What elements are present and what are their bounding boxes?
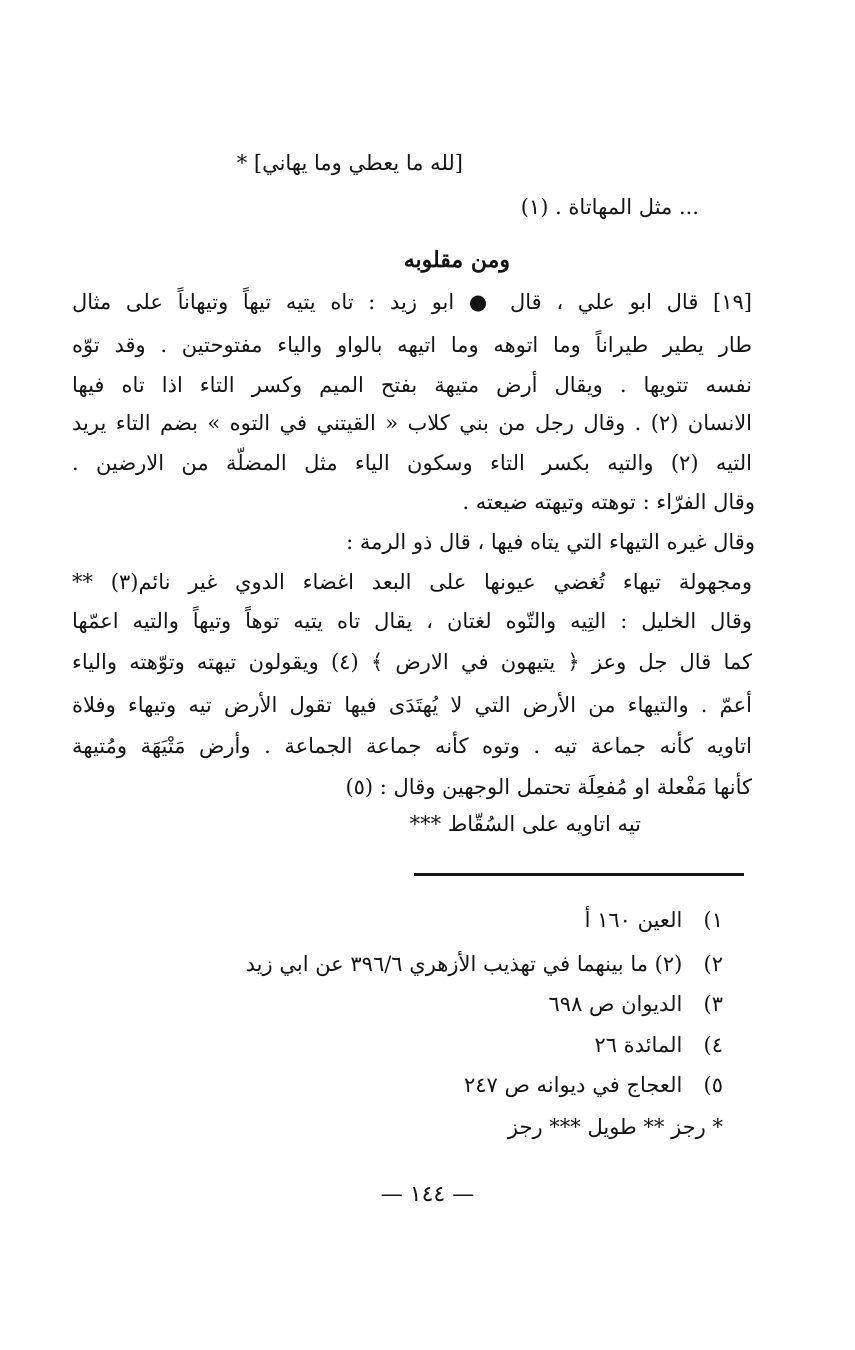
footnote-text: (٢) ما بينهما في تهذيب الأزهري ٣٩٦/٦ عن ابي زيد (245, 952, 683, 976)
khalil-line-1: وقال الخليل : التِيه والتّوه لغتان ، يقال تاه يتيه توهاً وتيهاً والتيه اعمّها (72, 609, 752, 633)
khalil-line-2: كما قال جل وعز ﴿ يتيهون في الارض ﴾ (٤) ويقولون تيهته وتوّهته والياء (72, 650, 753, 674)
meters-note: * رجز ** طويل *** رجز (507, 1115, 723, 1139)
footnote-1 (585, 905, 723, 935)
footnote-3 (549, 989, 723, 1019)
body-line-1: [١٩] قال ابو علي ، قال ● ابو زيد : تاه يتيه تيهاً وتيهاناً على مثال (72, 290, 752, 314)
footnote-5 (464, 1070, 723, 1100)
footnote-number: ١) (703, 908, 723, 932)
section-heading: ومن مقلوبه (403, 247, 510, 273)
body-line-3: نفسه تتويها . ويقال أرض متيهة بفتح الميم وكسر التاء اذا تاه فيها (72, 373, 752, 397)
khalil-line-3: أعمّ . والتيهاء من الأرض التي لا يُهتَدَى فيها تقول الأرض تيه وتيهاء وفلاة (72, 693, 752, 717)
rajaz-verse: تيه اتاويه على السُقّاط *** (409, 812, 641, 836)
body-line-4: الانسان (٢) . وقال رجل من بني كلاب « القيتني في التوه » بضم التاء يريد (72, 411, 753, 435)
poem-line-1: [لله ما يعطي وما يهاني] * (236, 151, 463, 175)
farra-quote: وقال الفرّاء : توهته وتيهته ضيعته . (462, 490, 755, 514)
footnote-text: العجاج في ديوانه ص ٢٤٧ (463, 1073, 683, 1097)
body-line-2: طار يطير طيراناً وما اتوهه وما اتيهه بالواو والياء مفتوحتين . وقد توّه (72, 333, 752, 357)
footnote-divider (414, 873, 744, 876)
poem-line-2: ... مثل المهاتاة . (١) (520, 195, 699, 219)
footnote-number: ٣) (703, 992, 723, 1016)
footnote-number: ٤) (703, 1033, 723, 1057)
page-number: — ١٤٤ — (380, 1182, 475, 1207)
footnote-text: المائدة ٢٦ (594, 1033, 683, 1057)
footnote-number: ٢) (703, 952, 723, 976)
footnote-4 (594, 1030, 723, 1060)
footnote-2 (246, 949, 723, 979)
footnote-text: الديوان ص ٦٩٨ (548, 992, 683, 1016)
khalil-line-5: كأنها مَفْعلة او مُفعِلَة تحتمل الوجهين وقال : (٥) (345, 775, 752, 799)
verse-line: ومجهولة تيهاء تُغضي عيونها على البعد اغضاء الدوي غير نائم(٣) ** (72, 570, 752, 594)
footnote-number: ٥) (703, 1073, 723, 1097)
body-line-5: التيه (٢) والتيه بكسر التاء وسكون الياء مثل المضلّة من الارضين . (72, 451, 752, 475)
ghayruhu-quote: وقال غيره التيهاء التي يتاه فيها ، قال ذو الرمة : (346, 530, 755, 554)
footnote-text: العين ١٦٠ أ (584, 908, 683, 932)
khalil-line-4: اتاويه كأنه جماعة تيه . وتوه كأنه جماعة الجماعة . وأرض مَتْيَهَة ومُتيهة (72, 734, 752, 758)
